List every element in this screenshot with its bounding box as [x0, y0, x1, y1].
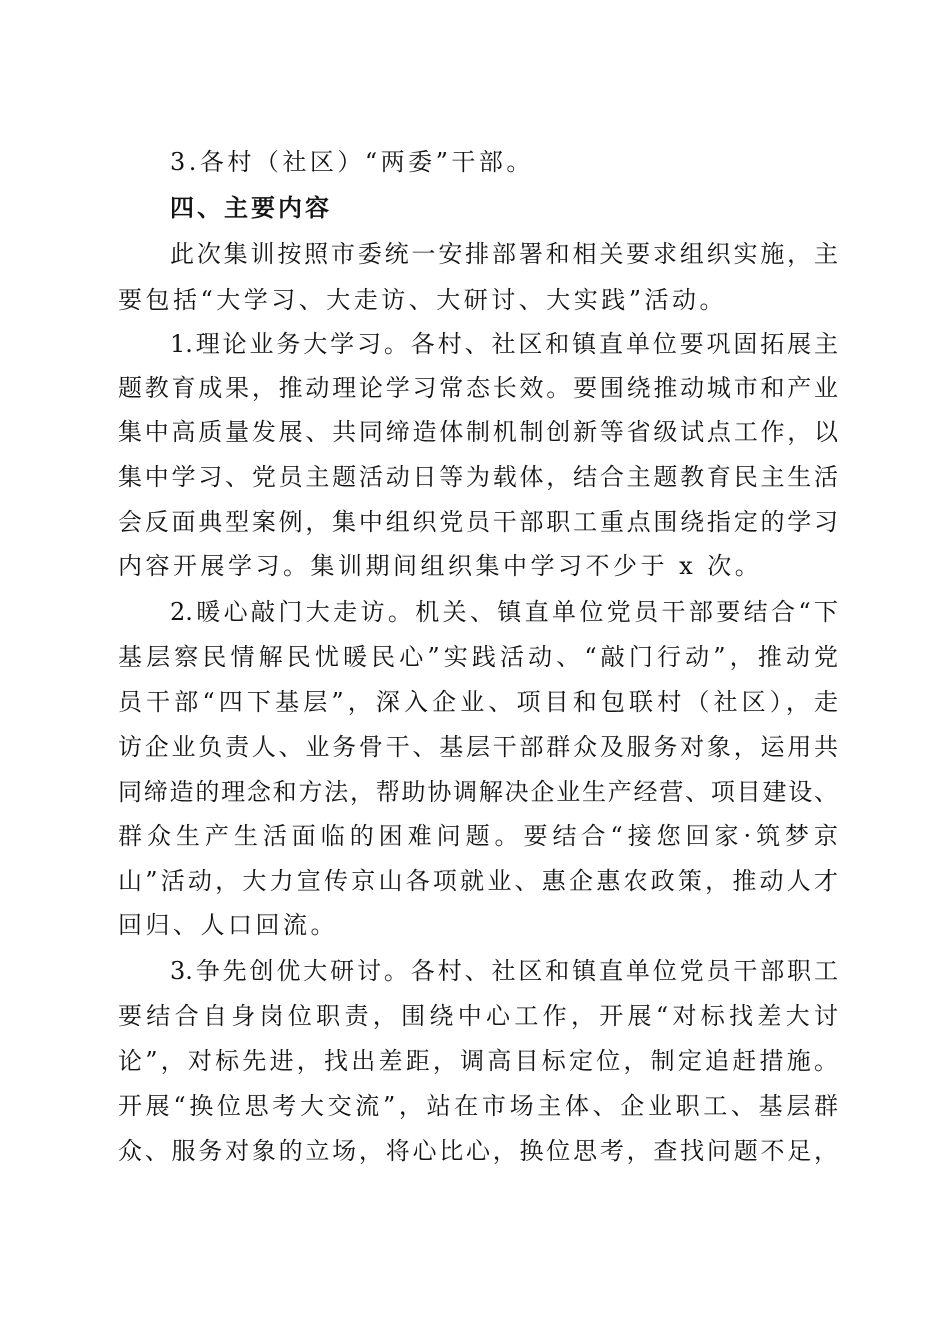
item1-line: 集中学习、党员主题活动日等为载体，结合主题教育民主生活: [118, 463, 838, 491]
item2-line: 群众生产生活面临的困难问题。要结合“接您回家·筑梦京: [118, 822, 838, 850]
intro-line: 要包括“大学习、大走访、大研讨、大实践”活动。: [118, 286, 728, 314]
section-heading: 四、主要内容: [170, 194, 332, 222]
intro-line: 此次集训按照市委统一安排部署和相关要求组织实施，主: [170, 240, 838, 268]
item2-line: 员干部“四下基层”，深入企业、项目和包联村（社区），走: [118, 688, 838, 716]
item1-line: 题教育成果，推动理论学习常态长效。要围绕推动城市和产业: [118, 374, 838, 402]
section-item-3: 3.各村（社区）“两委”干部。: [170, 148, 534, 176]
item1-line: 1.理论业务大学习。各村、社区和镇直单位要巩固拓展主: [170, 330, 838, 358]
item1-line: 集中高质量发展、共同缔造体制机制创新等省级试点工作，以: [118, 418, 838, 446]
item3-line: 3.争先创优大研讨。各村、社区和镇直单位党员干部职工: [170, 957, 838, 985]
item2-line: 2.暖心敲门大走访。机关、镇直单位党员干部要结合“下: [170, 598, 838, 626]
item3-line: 要结合自身岗位职责，围绕中心工作，开展“对标找差大讨: [118, 1002, 838, 1030]
item3-line: 论”，对标先进，找出差距，调高目标定位，制定追赶措施。: [118, 1047, 838, 1075]
item1-line: 会反面典型案例，集中组织党员干部职工重点围绕指定的学习: [118, 508, 838, 536]
item2-line: 回归、人口回流。: [118, 911, 338, 939]
item3-line: 开展“换位思考大交流”，站在市场主体、企业职工、基层群: [118, 1092, 838, 1120]
item2-line: 山”活动，大力宣传京山各项就业、惠企惠农政策，推动人才: [118, 867, 838, 895]
item2-line: 访企业负责人、业务骨干、基层干部群众及服务对象，运用共: [118, 733, 838, 761]
item2-line: 同缔造的理念和方法，帮助协调解决企业生产经营、项目建设、: [118, 778, 838, 806]
item1-line: 内容开展学习。集训期间组织集中学习不少于 x 次。: [118, 552, 763, 580]
item3-line: 众、服务对象的立场，将心比心，换位思考，查找问题不足，: [118, 1137, 838, 1165]
item2-line: 基层察民情解民忧暖民心”实践活动、“敲门行动”，推动党: [118, 643, 838, 671]
